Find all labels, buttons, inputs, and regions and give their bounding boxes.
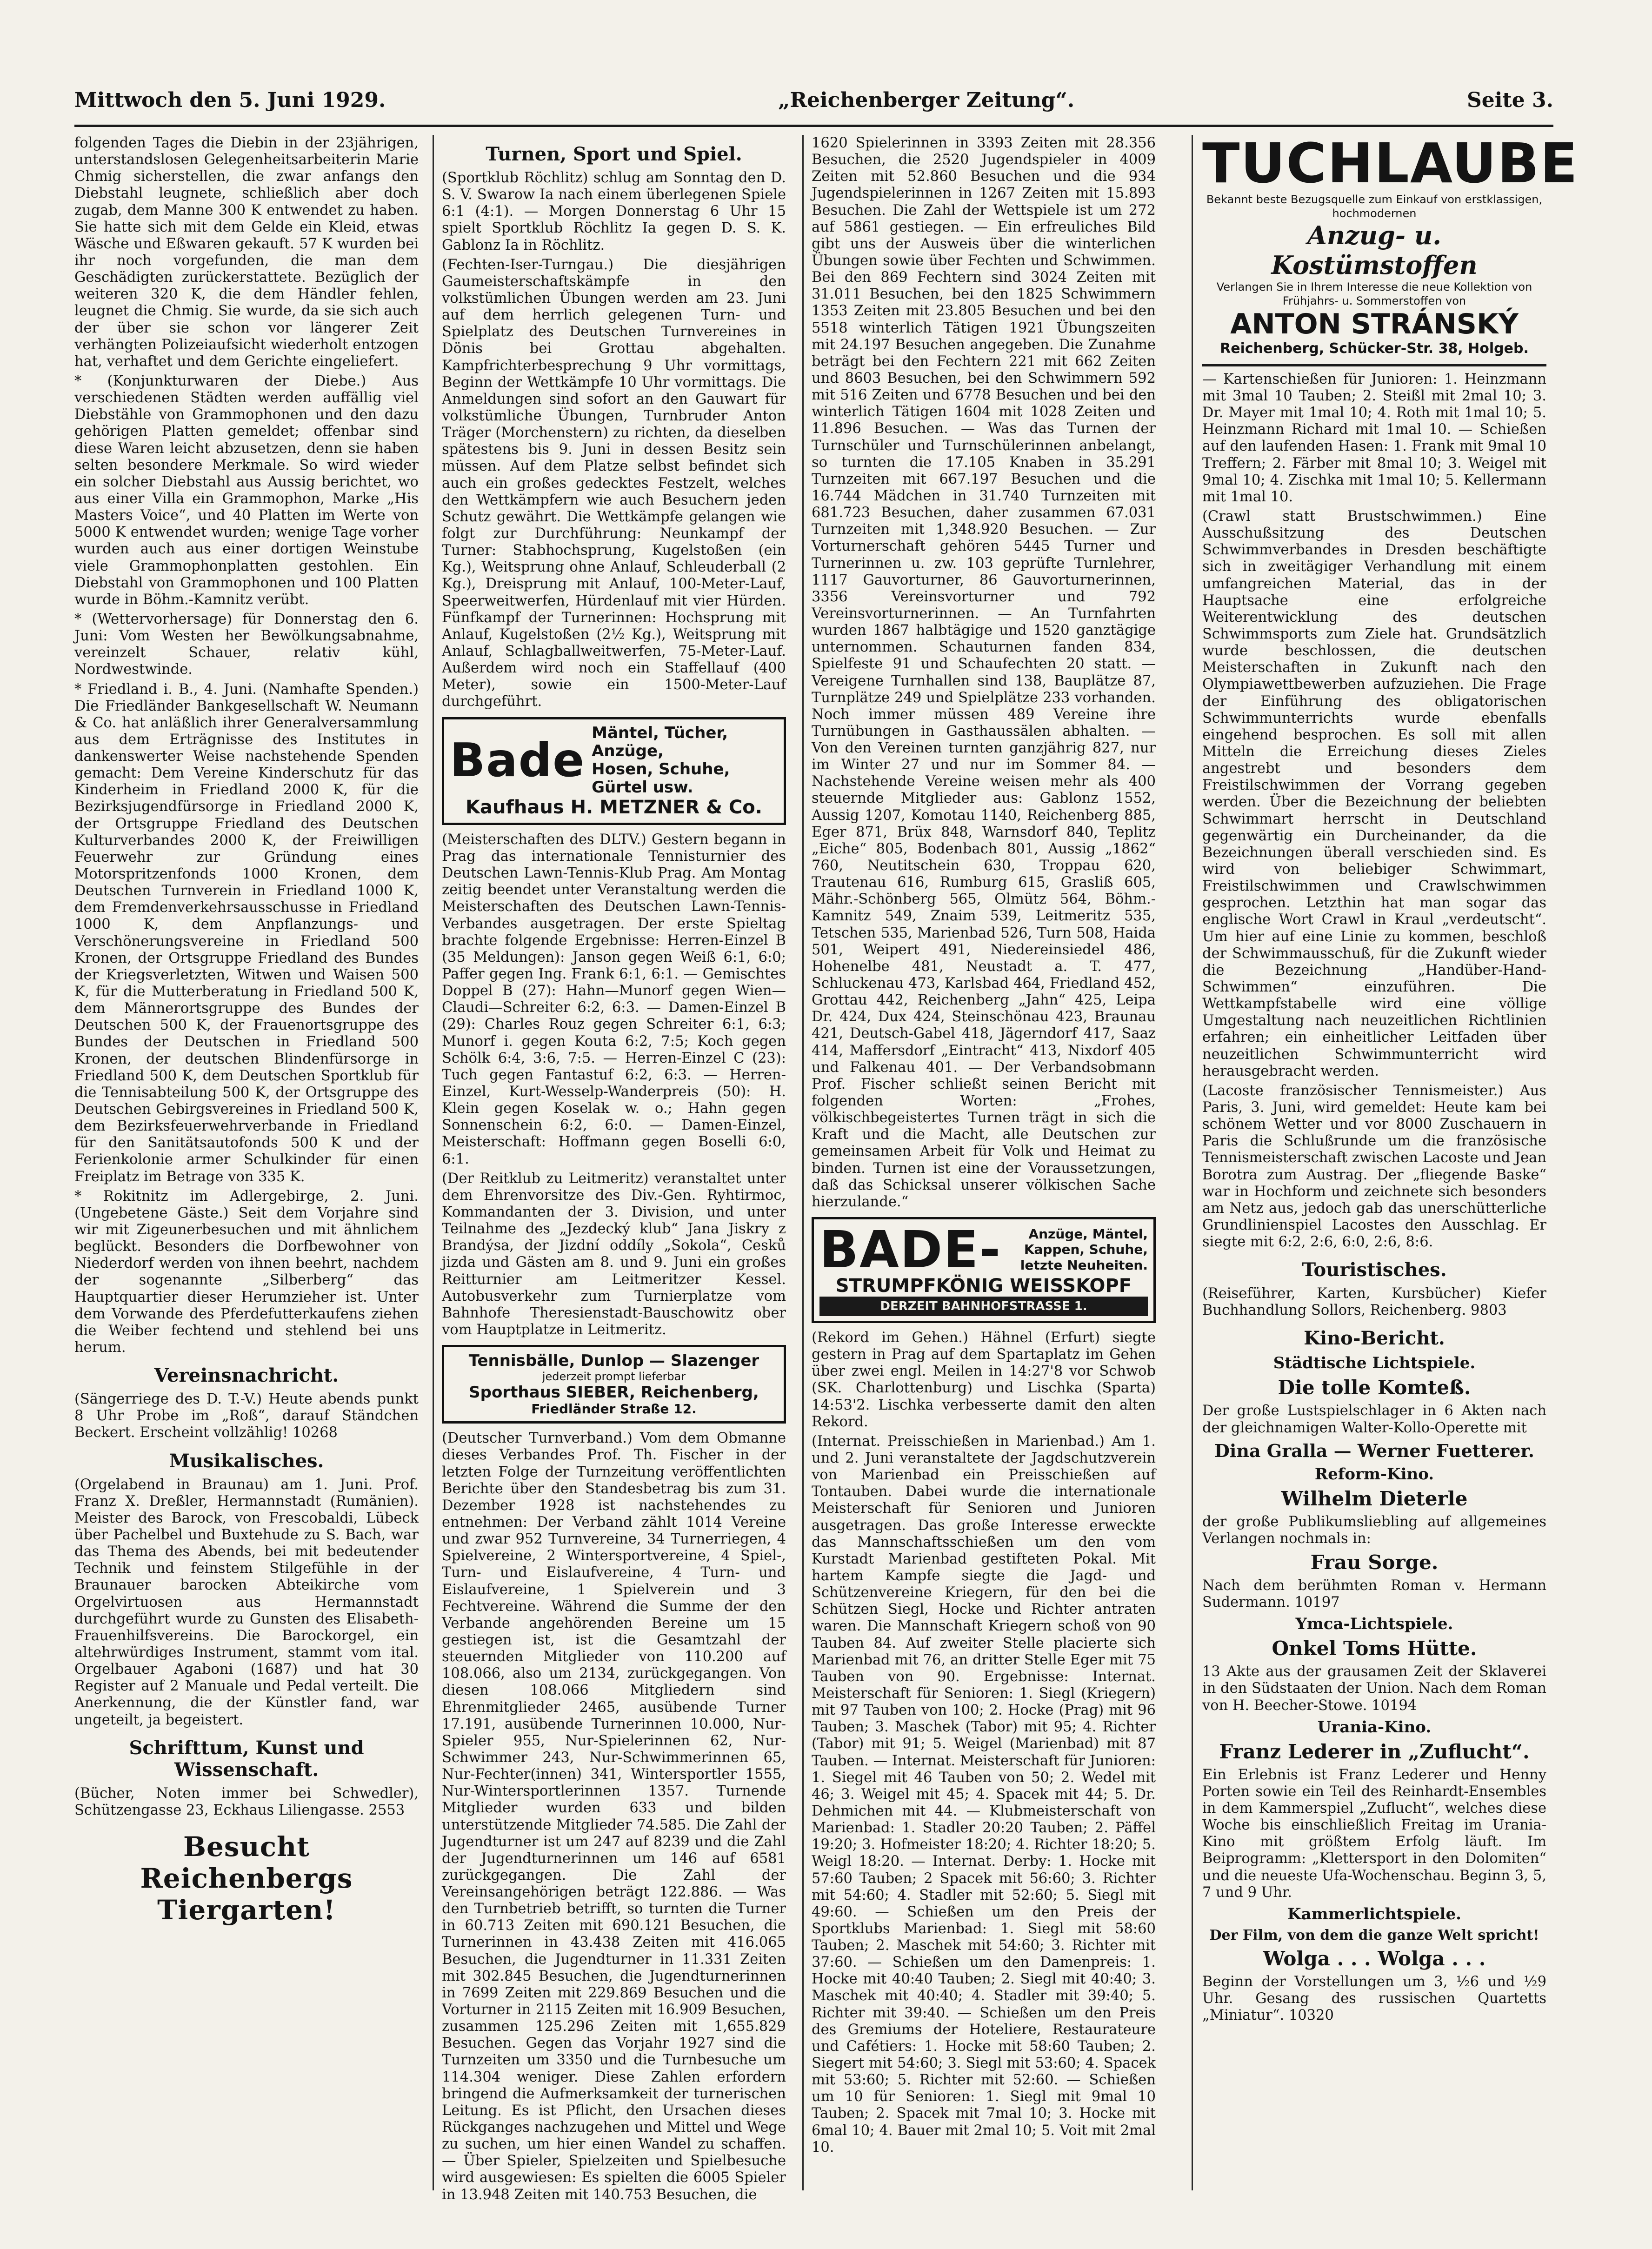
article-text: (Lacoste französischer Tennismeister.) Aus Paris, 3. Juni, wird gemeldet: Heute kam bei schönem Wetter und vor 8000 Zuschauern in Paris die Schlußrunde um die französische Tennismeisterschaft zwischen Lacoste und Jean Borotra zum Austrag. Der „fliegende Baske“ war in Hochform und zeichnete sich besonders am Netz aus, jedoch gab das unerschütterliche Grundlinienspiel Lacostes den Ausschlag. Er siegte mit 6:2, 2:6, 6:0, 2:6, 8:6. — [1202, 1082, 1546, 1251]
ad-slogan: Anzug- u. Kostümstoffen — [1271, 220, 1478, 280]
article-text: (Rekord im Gehen.) Hähnel (Erfurt) siegte gestern in Prag auf dem Spartaplatz im Gehen über zwei engl. Meilen in 14:27'8 vor Schwob (SK. Charlottenburg) und Lischka (Sparta) 14:53'2. Lischka verbesserte damit den alten Rekord. — [812, 1330, 1156, 1430]
film-title: Frau Sorge. — [1310, 1551, 1439, 1574]
metzner-advertisement — [442, 717, 786, 825]
film-cast: Dina Gralla — Werner Fuetterer. — [1214, 1440, 1535, 1461]
article-text: folgenden Tages die Diebin in der 23jährigen, unterstandslosen Gelegenheitsarbeiterin Marie Chmig sicherstellen, die zwar anfangs den Diebstahl leugnete, schließlich aber doch zugab, dem Manne 300 K entwendet zu haben. Sie hatte sich mit dem Gelde ein Kleid, etwas Wäsche und Eßwaren gekauft. 57 K wurden bei ihr noch vorgefunden, die man dem Geschädigten zurückerstattete. Bezüglich der weiteren 320 K, die dem Händler fehlen, leugnet die Chmig. Sie wurde, da sie sich auch der über sie schon vor längerer Zeit verhängten Polizeiaufsicht wiederholt entzogen hat, verhaftet und dem Gerichte eingeliefert. — [74, 135, 419, 370]
column-4 — [1202, 131, 1579, 2190]
article-text: (Fechten-Iser-Turngau.) Die diesjährigen Gaumeisterschaftskämpfe in den volkstümlichen Übungen werden am 23. Juni auf dem herrlich gelegenen Turn- und Spielplatz des Deutschen Turnvereines in Dönis bei Grottau abgehalten. Kampfrichterbesprechung 9 Uhr vormittags, Beginn der Wettkämpfe 10 Uhr vormittags. Die Anmeldungen sind sofort an den Gauwart für volkstümliche Übungen, Turnbruder Anton Träger (Morchenstern) zu richten, da dieselben spätestens bis 9. Juni in dessen Besitz sein müssen. Auf dem Platze selbst befindet sich auch ein großes gedecktes Festzelt, welches den Wettkämpfern wie auch Besuchern jeden Schutz gewährt. Die Wettkämpfe gelangen wie folgt zur Durchführung: Neunkampf der Turner: Stabhochsprung, Kugelstoßen (ein Kg.), Weitsprung ohne Anlauf, Schleuderball (2 Kg.), Dreisprung mit Anlauf, 100-Meter-Lauf, Speerweitwerfen, Hürdenlauf mit vier Hürden. Fünfkampf der Turnerinnen: Hochsprung mit Anlauf, Kugelstoßen (2½ Kg.), Weitsprung mit Anlauf, Schlagballweitwerfen, 75-Meter-Lauf. Außerdem wird noch ein Staffellauf (400 Meter), sowie ein 1500-Meter-Lauf durchgeführt. — [442, 256, 786, 710]
ad-advertiser: Sporthaus SIEBER, Reichenberg, — [469, 1383, 759, 1402]
film-description: Nach dem berühmten Roman v. Hermann Sudermann. 10197 — [1202, 1577, 1546, 1611]
section-heading: Vereinsnachricht. — [154, 1364, 339, 1387]
ad-advertiser: STRUMPFKÖNIG WEISSKOPF — [835, 1275, 1132, 1297]
article-text: (Sportklub Röchlitz) schlug am Sonntag den D. S. V. Swarow Ia nach einem überlegenen Spiele 6:1 (4:1). — Morgen Donnerstag 6 Uhr 15 spielt Sportklub Röchlitz Ia gegen D. S. K. Gablonz Ia in Röchlitz. — [442, 170, 786, 253]
film-title: Wolga . . . Wolga . . . — [1263, 1947, 1486, 1970]
section-heading: Musikalisches. — [169, 1450, 324, 1472]
film-description: Beginn der Vorstellungen um 3, ½6 und ½9 Uhr. Gesang des russischen Quartetts „Miniatur“. 10320 — [1202, 1973, 1546, 2024]
ad-headline: BADE- — [819, 1220, 1002, 1279]
article-text: * Friedland i. B., 4. Juni. (Namhafte Spenden.) Die Friedländer Bankgesellschaft W. Neumann & Co. hat anläßlich ihrer Generalversammlung aus dem Erträgnisse des Institutes in dankenswerter Weise nachstehende Spenden gemacht: Dem Vereine Kinderschutz für das Kinderheim in Friedland 2000 K, für die Bezirksjugendfürsorge in Friedland 2000 K, der Ortsgruppe Friedland des Deutschen Kulturverbandes 2000 K, der Freiwilligen Feuerwehr zur Gründung eines Motorspritzenfonds 1000 Kronen, dem Deutschen Turnverein in Friedland 1000 K, dem Fremdenverkehrsausschusse in Friedland 1000 K, dem Anpflanzungs- und Verschönerungsvereine in Friedland 500 Kronen, der Ortsgruppe Friedland des Bundes der Kriegsverletzten, Witwen und Waisen 500 K, für die Mutterberatung in Friedland 500 K, dem Männerortsgruppe des Bundes der Deutschen 500 K, der Frauenortsgruppe des Bundes der Deutschen in Friedland 500 Kronen, der deutschen Blindenfürsorge in Friedland 500 K, dem Deutschen Sportklub für die Tennisabteilung 500 K, der Ortsgruppe des Deutschen Gebirgsvereines in Friedland 500 K, dem Bezirksfeuerwehrverbande in Friedland für den Sanitätsautofonds 500 K und der Ferienkolonie armer Schulkinder für einen Freiplatz im Betrage von 335 K. — [74, 681, 419, 1185]
ad-headline: Bade — [450, 732, 586, 787]
divider — [1202, 364, 1546, 366]
tiergarten-banner: Besucht Reichenbergs Tiergarten! — [140, 1830, 353, 1926]
ad-headline: Tennisbälle, Dunlop — Slazenger — [468, 1351, 759, 1371]
article-text: (Sängerriege des D. T.-V.) Heute abends punkt 8 Uhr Probe im „Roß“, darauf Ständchen Beckert. Erscheint vollzählig! 10268 — [74, 1391, 419, 1441]
ad-text: Hosen, Schuhe, Gürtel usw. — [592, 759, 730, 797]
ad-text: Anzüge, Mäntel, Kappen, Schuhe, letzte Neuheiten. — [1020, 1226, 1148, 1273]
cinema-venue: Reform-Kino. — [1314, 1464, 1434, 1484]
tuchlaube-advertisement — [1202, 131, 1579, 357]
column-divider — [433, 135, 434, 2190]
section-heading: Kino-Bericht. — [1304, 1327, 1445, 1350]
article-text: (Deutscher Turnverband.) Vom dem Obmanne dieses Verbandes Prof. Th. Fischer in der letzten Folge der Turnzeitung veröffentlichten Berichte über den Standesbetrag bis zum 31. Dezember 1928 ist nachstehendes zu entnehmen: Der Verband zählt 1014 Vereine und zwar 952 Turnvereine, 34 Turnerriegen, 4 Spielvereine, 2 Wintersportvereine, 4 Spiel-, Turn- und Eislaufvereine, 4 Turn- und Eislaufvereine, 1 Spielverein und 3 Fechtvereine. Während die Summe der den Verbande angehörenden Bereine um 15 gestiegen ist, ist die Gesamtzahl der steuernden Mitglieder von 110.200 auf 108.066, also um 2134, zurückgegangen. Von diesen 108.066 Mitgliedern sind Ehrenmitglieder 2465, ausübende Turner 17.191, ausübende Turnerinnen 10.000, Nur-Spieler 955, Nur-Spielerinnen 62, Nur-Schwimmer 243, Nur-Schwimmerinnen 65, Nur-Fechter(innen) 341, Wintersportler 1555, Nur-Wintersportlerinnen 1357. Turnende Mitglieder wurden 633 und bilden unterstützende Mitglieder 74.585. Die Zahl der Jugendturner ist um 247 auf 8239 und die Zahl der Jugendturnerinnen um 146 auf 6581 zurückgegangen. Die Zahl der Vereinsangehörigen beträgt 122.886. — Was den Turnbetrieb betrifft, so turnten die Turner in 60.713 Zeiten mit 690.121 Besuchen, die Turnerinnen in 43.438 Zeiten mit 416.065 Besuchen, die Jugendturner in 11.331 Zeiten mit 302.845 Besuchen, die Jugendturnerinnen in 7699 Zeiten mit 229.869 Besuchen und die Vorturner in 2115 Zeiten mit 16.909 Besuchen, zusammen 125.296 Zeiten mit 1,655.829 Besuchen. Gegen das Vorjahr 1927 sind die Turnzeiten um 3350 und die Turnbesuche um 114.304 weniger. Diese Zahlen erfordern bringend die Aufmerksamkeit der turnerischen Leitung. Es ist Pflicht, den Ursachen dieses Rückganges nachzugehen und Mittel und Wege zu suchen, um hier einen Wandel zu schaffen. — Über Spieler, Spielzeiten und Spielbesuche wird ausgewiesen: Es spielten die 6005 Spieler in 13.948 Zeiten mit 140.753 Besuchen, die — [442, 1430, 786, 2203]
film-title: Onkel Toms Hütte. — [1272, 1637, 1477, 1660]
cinema-venue: Städtische Lichtspiele. — [1273, 1354, 1476, 1373]
film-description: der große Publikumsliebling auf allgemeines Verlangen nochmals in: — [1202, 1513, 1546, 1547]
column-divider — [1192, 135, 1193, 2190]
film-tagline: Der Film, von dem die ganze Welt spricht! — [1209, 1927, 1539, 1943]
article-text: (Reiseführer, Karten, Kursbücher) Kiefer Buchhandlung Sollors, Reichenberg. 9803 — [1202, 1285, 1546, 1319]
cinema-venue: Urania-Kino. — [1317, 1717, 1432, 1737]
ad-address: Reichenberg, Schücker-Str. 38, Holgeb. — [1220, 340, 1529, 357]
header-page-number: Seite 3. — [1466, 88, 1553, 112]
column-2 — [442, 135, 786, 2203]
section-heading: Touristisches. — [1302, 1259, 1447, 1281]
ad-advertiser: ANTON STRÁNSKÝ — [1230, 307, 1519, 340]
ad-address: DERZEIT BAHNHOFSTRASSE 1. — [819, 1297, 1148, 1316]
film-description: Der große Lustspielschlager in 6 Akten nach der gleichnamigen Walter-Kollo-Operette mit — [1202, 1403, 1546, 1436]
cinema-venue: Kammerlichtspiele. — [1287, 1904, 1461, 1923]
film-title: Franz Lederer in „Zuflucht“. — [1219, 1740, 1530, 1763]
header-rule — [74, 125, 1553, 127]
ad-headline: TUCHLAUBE — [1202, 131, 1579, 195]
ad-text: jederzeit prompt lieferbar — [542, 1370, 686, 1384]
article-text: * (Wettervorhersage) für Donnerstag den 6. Juni: Vom Westen her Bewölkungsabnahme, vereinzelt Schauer, relativ kühl, Nordwestwinde. — [74, 611, 419, 678]
film-description: Ein Erlebnis ist Franz Lederer und Henny Porten sowie ein Teil des Reinhardt-Ensembles in dem Kammerspiel „Zuflucht“, welches diese Woche bis einschließlich Freitag im Urania-Kino mit größtem Erfolg läuft. Im Beiprogramm: „Klettersport in den Dolomiten“ und die neueste Ufa-Wochenschau. Beginn 3, 5, 7 und 9 Uhr. — [1202, 1766, 1546, 1901]
ad-address: Friedländer Straße 12. — [531, 1401, 697, 1417]
film-star: Wilhelm Dieterle — [1281, 1487, 1468, 1510]
section-heading: Turnen, Sport und Spiel. — [486, 143, 742, 165]
section-heading: Schrifttum, Kunst und Wissenschaft. — [129, 1737, 364, 1781]
article-text: (Crawl statt Brustschwimmen.) Eine Ausschußsitzung des Deutschen Schwimmverbandes in Dresden beschäftigte sich in zweitägiger Verhandlung mit einem umfangreichen Material, das in der Hauptsache eine erfolgreiche Weiterentwicklung des deutschen Schwimmsports zum Ziele hat. Grundsätzlich wurde beschlossen, die deutschen Meisterschaften in Zukunft nach den Olympiawettbewerben aufzuziehen. Die Frage der Einführung des obligatorischen Schwimmunterrichts wurde ebenfalls eingehend besprochen. Es soll mit allen Mitteln die Erreichung dieses Zieles angestrebt und besonders dem Freistilschwimmen der Vorrang gegeben werden. Über die Bezeichnung der beliebten Schwimmart herrscht in Deutschland gegenwärtig ein Durcheinander, da die Bezeichnungen überall verschieden sind. Es wird von beliebiger Schwimmart, Freistilschwimmen und Crawlschwimmen gesprochen. Letzthin hat man sogar das englische Wort Crawl in Kraul „verdeutscht“. Um hier auf eine Linie zu kommen, beschloß der Schwimmausschuß, für die Zukunft wieder die Bezeichnung „Handüber-Hand-Schwimmen“ einzuführen. Die Wettkampfstabelle wird eine völlige Umgestaltung nach neuzeitlichen Richtlinien erfahren; ein einheitlicher Leitfaden über neuzeitlichen Schwimmunterricht wird herausgebracht werden. — [1202, 508, 1546, 1079]
column-divider — [802, 135, 804, 2190]
column-3 — [812, 135, 1156, 2190]
film-description: 13 Akte aus der grausamen Zeit der Sklaverei in den Südstaaten der Union. Nach dem Roman von H. Beecher-Stowe. 10194 — [1202, 1663, 1546, 1714]
header-date: Mittwoch den 5. Juni 1929. — [74, 88, 386, 112]
header-title: „Reichenberger Zeitung“. — [778, 88, 1075, 112]
article-text: (Internat. Preisschießen in Marienbad.) Am 1. und 2. Juni veranstaltete der Jagdschutzverein von Marienbad ein Preisschießen auf Tontauben. Dabei wurde die internationale Meisterschaft für Senioren und Junioren ausgetragen. Das große Interesse erweckte das Mannschaftsschießen um den vom Kurstadt Marienbad gestifteten Pokal. Mit hartem Kampfe siegte die Jagd- und Schützenvereine Kriegern, für den bei die Schützen Siegl, Hocke und Richter antraten waren. Die Mannschaft Kriegern schoß von 90 Tauben 84. Auf zweiter Stelle placierte sich Marienbad mit 76, an dritter Stelle Eger mit 75 Tauben von 90. Ergebnisse: Internat. Meisterschaft für Senioren: 1. Siegl (Kriegern) mit 97 Tauben von 100; 2. Hocke (Prag) mit 96 Tauben; 3. Maschek (Tabor) mit 95; 4. Richter (Tabor) mit 91; 5. Weigel (Marienbad) mit 87 Tauben. — Internat. Meisterschaft für Junioren: 1. Siegel mit 46 Tauben von 50; 2. Wedel mit 46; 3. Weigel mit 45; 4. Spacek mit 44; 5. Dr. Dehmichen mit 44. — Klubmeisterschaft von Marienbad: 1. Stadler 20:20 Tauben; 2. Päffel 19:20; 3. Hofmeister 18:20; 4. Richter 18:20; 5. Weigl 18:20. — Internat. Derby: 1. Hocke mit 57:60 Tauben; 2 Spacek mit 56:60; 3. Richter mit 54:60; 4. Stadler mit 52:60; 5. Siegl mit 49:60. — Schießen um den Preis der Sportklubs Marienbad: 1. Siegl mit 58:60 Tauben; 2. Maschek mit 54:60; 3. Richter mit 37:60. — Schießen um den Damenpreis: 1. Hocke mit 40:40 Tauben; 2. Siegl mit 40:40; 3. Maschek mit 40:40; 4. Stadler mit 39:40; 5. Richter mit 39:40. — Schießen um den Preis des Gremiums der Hoteliere, Restaurateure und Cafétiers: 1. Hocke mit 58:60 Tauben; 2. Siegert mit 54:60; 3. Siegl mit 53:60; 4. Spacek mit 53:60; 5. Richter mit 52:60. — Schießen um 10 für Senioren: 1. Siegl mit 9mal 10 Tauben; 2. Spacek mit 7mal 10; 3. Hocke mit 6mal 10; 4. Bauer mit 2mal 10; 5. Voit mit 2mal 10. — [812, 1433, 1156, 2156]
film-title: Die tolle Komteß. — [1278, 1376, 1471, 1399]
article-text: (Orgelabend in Braunau) am 1. Juni. Prof. Franz X. Dreßler, Hermannstadt (Rumänien). Meister des Barock, von Frescobaldi, Lübeck über Pachelbel und Buxtehude zu S. Bach, war das Thema des Abends, bei mit bedeutender Technik und feinstem Stilgefühle in der Braunauer barocken Abteikirche vom Orgelvirtuosen aus Hermannstadt durchgeführt wurde zu Gunsten des Elisabeth-Frauenhilfsvereins. Die Barockorgel, ein altehrwürdiges Instrument, stammt vom ital. Orgelbauer Agaboni (1687) und hat 30 Register auf 2 Manuale und Pedal verteilt. Die Anerkennung, die der Künstler fand, war ungeteilt, ja begeistert. — [74, 1476, 419, 1728]
article-text: 1620 Spielerinnen in 3393 Zeiten mit 28.356 Besuchen, die 2520 Jugendspieler in 4009 Zeiten mit 52.860 Besuchen und die 934 Jugendspielerinnen in 1267 Zeiten mit 15.893 Besuchen. Die Zahl der Wettspiele ist um 272 auf 5861 gestiegen. — Ein erfreuliches Bild gibt uns der Ausweis über die winterlichen Übungen sowie über Fechten und Schwimmen. Bei den 869 Fechtern sind 3024 Zeiten mit 31.011 Besuchen, bei den 1825 Schwimmern 1353 Zeiten mit 23.805 Besuchen und bei den 5518 winterlich Tätigen 1921 Übungszeiten mit 24.197 Besuchen angegeben. Die Zunahme beträgt bei den Fechtern 221 mit 662 Zeiten und 8603 Besuchen, bei den Schwimmern 592 mit 516 Zeiten und 6778 Besuchen und bei den winterlich Tätigen 1604 mit 1028 Zeiten und 11.896 Besuchen. — Was das Turnen der Turnschüler und Turnschülerinnen anbelangt, so turnten die 17.105 Knaben in 35.291 Turnzeiten mit 667.197 Besuchen und die 16.744 Mädchen in 31.740 Turnzeiten mit 681.723 Besuchen, daher zusammen 67.031 Turnzeiten mit 1,348.920 Besuchen. — Zur Vorturnerschaft gehören 5445 Turner und Turnerinnen u. zw. 103 geprüfte Turnlehrer, 1117 Gauvorturner, 86 Gauvorturnerinnen, 3356 Vereinsvorturner und 792 Vereinsvorturnerinnen. — An Turnfahrten wurden 1867 halbtägige und 1520 ganztägige unternommen. Schauturnen fanden 834, Spielfeste 91 und Schaufechten 20 statt. — Vereigene Turnhallen sind 138, Bauplätze 87, Turnplätze 249 und Spielplätze 233 vorhanden. Noch immer müssen 489 Vereine ihre Turnübungen in Gasthaussälen abhalten. — Von den Vereinen turnten ganzjährig 827, nur im Winter 27 und nur im Sommer 84. — Nachstehende Vereine weisen mehr als 400 steuernde Mitglieder aus: Gablonz 1552, Aussig 1207, Komotau 1140, Reichenberg 885, Eger 871, Brüx 848, Warnsdorf 840, Teplitz „Eiche“ 805, Bodenbach 801, Aussig „1862“ 760, Neutitschein 630, Troppau 620, Trautenau 616, Rumburg 615, Grasliß 605, Mähr.-Schönberg 565, Olmütz 564, Böhm.-Kamnitz 549, Znaim 539, Leitmeritz 535, Tetschen 535, Marienbad 526, Turn 508, Haida 501, Weipert 491, Niedereinsiedel 486, Hohenelbe 481, Neustadt a. T. 477, Schluckenau 473, Karlsbad 464, Friedland 452, Grottau 442, Reichenberg „Jahn“ 425, Leipa Dr. 424, Dux 424, Steinschönau 423, Braunau 421, Deutsch-Gabel 418, Jägerndorf 417, Saaz 414, Maffersdorf „Eintracht“ 413, Nixdorf 405 und Falkenau 401. — Der Verbandsobmann Prof. Fischer schließt seinen Bericht mit folgenden Worten: „Frohes, völkischbegeistertes Turnen trägt in sich die Kraft und die Macht, alle Deutschen zur gemeinsamen Arbeit für Volk und Heimat zu binden. Turnen ist eine der Voraussetzungen, daß das Schicksal unserer völkischen Sache hierzulande.“ — [812, 135, 1156, 1210]
article-text: * (Konjunkturwaren der Diebe.) Aus verschiedenen Städten werden auffällig viel Diebstähle von Grammophonen und den dazu gehörigen Platten gemeldet; offenbar sind diese Waren leicht abzusetzen, denn sie haben selten besondere Merkmale. So wird wieder ein solcher Diebstahl aus Aussig berichtet, wo aus einer Villa ein Grammophon, Marke „His Masters Voice“, und 40 Platten im Werte von 5000 K entwendet wurden; wenige Tage vorher wurden auch aus einer dortigen Weinstube viele Grammophonplatten gestohlen. Ein Diebstahl von Grammophonen und 100 Platten wurde in Böhm.-Kamnitz verübt. — [74, 373, 419, 608]
column-1 — [74, 135, 419, 2190]
page-header — [74, 88, 1553, 121]
article-text: (Der Reitklub zu Leitmeritz) veranstaltet unter dem Ehrenvorsitze des Div.-Gen. Ryhtirmoc, Kommandanten der 3. Division, und unter Teilnahme des „Jezdecký klub“ Jana Jiskry z Brandýsa, der Jizdní oddíly „Sokola“, Cesků jizda und Gästen am 8. und 9. Juni ein großes Reitturnier am Leitmeritzer Kessel. Autobusverkehr zum Turnierplatze vom Bahnhofe Theresienstadt-Bauschowitz ober vom Hauptplatze in Leitmeritz. — [442, 1170, 786, 1338]
sieber-advertisement — [442, 1345, 786, 1424]
weisskopf-advertisement — [812, 1217, 1156, 1323]
ad-text: Mäntel, Tücher, Anzüge, — [592, 723, 728, 760]
article-text: (Bücher, Noten immer bei Schwedler), Schützengasse 23, Eckhaus Liliengasse. 2553 — [74, 1785, 419, 1818]
ad-advertiser: Kaufhaus H. METZNER & Co. — [466, 796, 762, 818]
article-text: * Rokitnitz im Adlergebirge, 2. Juni. (Ungebetene Gäste.) Seit dem Vorjahre sind wir mit Zigeunerbesuchen und mit ähnlichem beglückt. Besonders die Dorfbewohner von Niederdorf werden von ihnen beehrt, nachdem der sogenannte „Silberberg“ das Hauptquartier dieser Herumzieher ist. Unter dem Vorwande des Pferdefutterkaufens ziehen die Weiber fechtend und stehlend bei uns herum. — [74, 1188, 419, 1356]
article-text: — Kartenschießen für Junioren: 1. Heinzmann mit 3mal 10 Tauben; 2. Steißl mit 2mal 10; 3. Dr. Mayer mit 1mal 10; 4. Roth mit 1mal 10; 5. Heinzmann Richard mit 1mal 10. — Schießen auf den laufenden Hasen: 1. Frank mit 9mal 10 Treffern; 2. Färber mit 8mal 10; 3. Weigel mit 9mal 10; 4. Zischka mit 1mal 10; 5. Kellermann mit 1mal 10. — [1202, 371, 1546, 505]
ad-text: Verlangen Sie in Ihrem Interesse die neue Kollektion von Frühjahrs- u. Sommerstoffen von — [1216, 280, 1532, 307]
ad-text: Bekannt beste Bezugsquelle zum Einkauf von erstklassigen, hochmodernen — [1206, 193, 1543, 220]
article-text: (Meisterschaften des DLTV.) Gestern begann in Prag das internationale Tennisturnier des Deutschen Lawn-Tennis-Klub Prag. Am Montag zeitig beendet unter Veranstaltung werden die Meisterschaften des Deutschen Lawn-Tennis-Verbandes ausgetragen. Der erste Spieltag brachte folgende Ergebnisse: Herren-Einzel B (35 Meldungen): Janson gegen Weiß 6:1, 6:0; Paffer gegen Ing. Frank 6:1, 6:1. — Gemischtes Doppel B (27): Hahn—Munorf gegen Wien—Claudi—Schreiter 6:2, 6:3. — Damen-Einzel B (29): Charles Rouz gegen Schreiter 6:1, 6:3; Munorf i. gegen Kouta 6:2, 7:5; Koch gegen Schölk 6:4, 3:6, 7:5. — Herren-Einzel C (23): Tuch gegen Fantastuf 6:2, 6:3. — Herren-Einzel, Kurt-Wesselp-Wanderpreis (50): H. Klein gegen Koselak w. o.; Hahn gegen Sonnenschein 6:2, 6:0. — Damen-Einzel, Meisterschaft: Hoffmann gegen Boselli 6:0, 6:1. — [442, 831, 786, 1167]
cinema-venue: Ymca-Lichtspiele. — [1295, 1615, 1453, 1634]
